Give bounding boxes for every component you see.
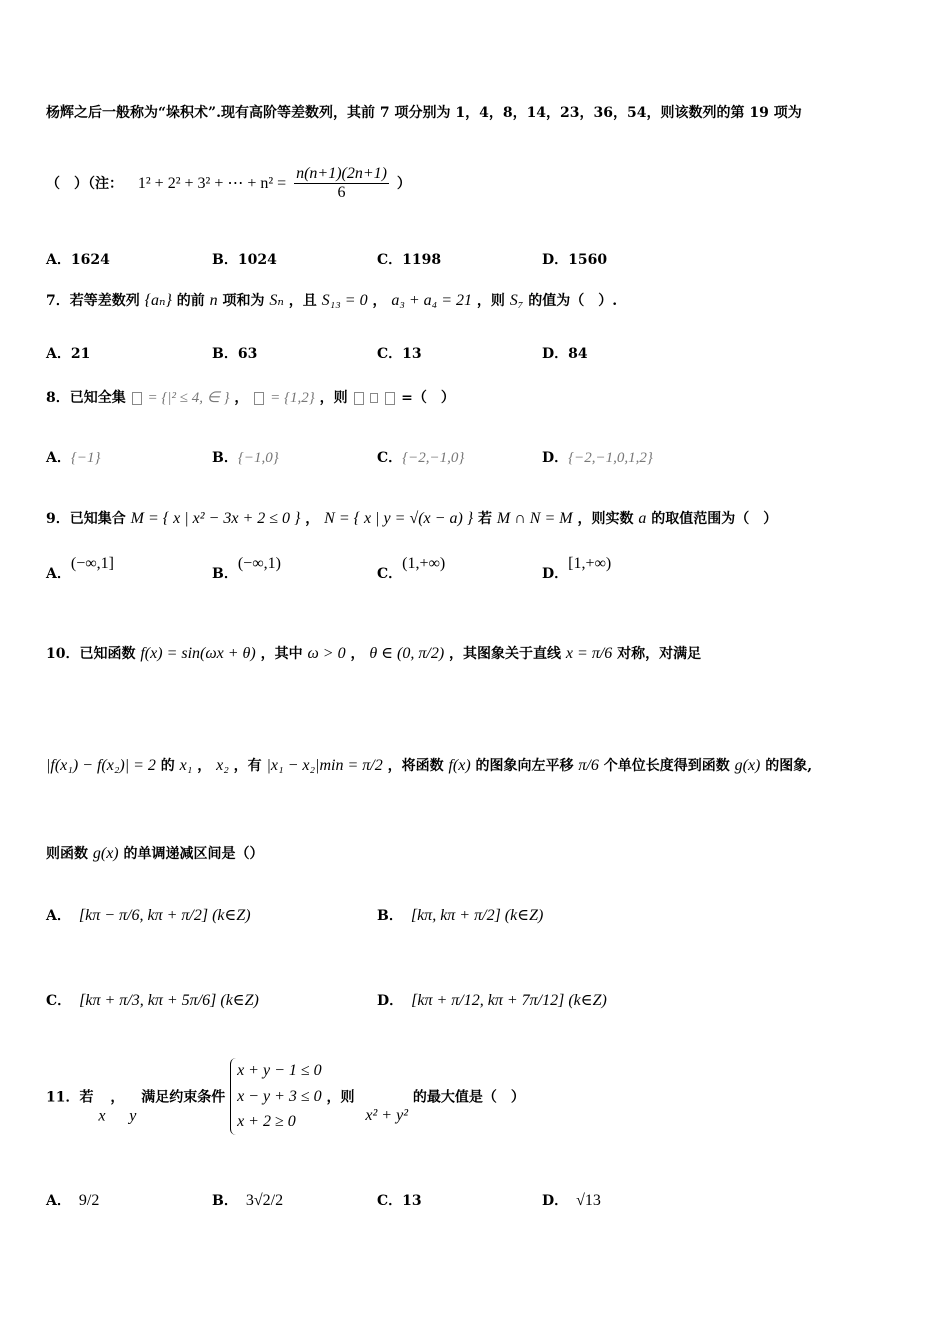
missing-glyph-icon [254, 392, 264, 405]
q7-seq: {aₙ} [144, 292, 172, 309]
q7-option-a[interactable]: A．21 [46, 346, 91, 362]
q10-option-c[interactable]: C． [kπ + π/3, kπ + 5π/6] (k∈Z) [46, 992, 259, 1009]
q11-y: y [129, 1107, 137, 1125]
q10-min: |x₁ − x₂|min = π/2 [266, 757, 383, 774]
q10-omega: ω > 0 [307, 645, 346, 662]
missing-glyph-icon [370, 393, 378, 403]
q10-option-a[interactable]: A． [kπ − π/6, kπ + π/2] (k∈Z) [46, 907, 251, 924]
q11-option-d[interactable]: D． √13 [542, 1192, 601, 1209]
q11-constraint-1: x + y − 1 ≤ 0 [237, 1062, 322, 1079]
q6-formula-den: 6 [337, 184, 346, 202]
q8-stem: 8．已知全集 = {|² ≤ 4, ∈ } ， = {1,2} ，则 =（ ） [46, 390, 455, 406]
q6-option-a[interactable]: A．1624 [46, 252, 110, 268]
q11-expr: x² + y² [365, 1107, 408, 1125]
q10-stem-line3: 则函数 g(x) 的单调递减区间是（） [46, 845, 264, 862]
q10-stem-line1: 10．已知函数 f(x) = sin(ωx + θ) ，其中 ω > 0 ， θ ∈ (0, π/2) ，其图象关于直线 x = π/6 对称，对满足 [46, 645, 702, 662]
q8-set-a: = {1,2} [270, 390, 315, 406]
q6-formula-num: n(n+1)(2n+1) [294, 165, 389, 184]
q11-x: x [98, 1107, 106, 1125]
q10-line: x = π/6 [565, 645, 613, 662]
q11-option-c[interactable]: C．13 [377, 1193, 422, 1209]
q6-formula-left: 1² + 2² + 3² + ⋯ + n² = [137, 174, 287, 192]
q11-option-b[interactable]: B． 3√2/2 [212, 1192, 284, 1209]
q7-s7: S₇ [509, 292, 524, 309]
q9-stem: 9．已知集合 M = { x | x² − 3x + 2 ≤ 0 } ， N = { x | y = √(x − a) } 若 M ∩ N = M ，则实数 a 的取值范围为（ ） [46, 510, 778, 527]
q10-f: f(x) = sin(ωx + θ) [140, 645, 256, 662]
q6-option-b[interactable]: B．1024 [212, 252, 277, 268]
q9-cond: M ∩ N = M [496, 510, 573, 527]
q9-option-d[interactable]: D．[1,+∞) [542, 555, 612, 582]
q7-option-c[interactable]: C．13 [377, 346, 422, 362]
q6-formula-frac [294, 165, 389, 203]
q7-stem: 7．若等差数列 {aₙ} 的前 n 项和为 Sₙ ，且 S₁₃ = 0 ， a₃ + a₄ = 21 ，则 S₇ 的值为（ ）. [46, 292, 618, 309]
missing-glyph-icon [354, 392, 364, 405]
q9-set-m: M = { x | x² − 3x + 2 ≤ 0 } [130, 510, 301, 527]
q9-a: a [638, 510, 647, 527]
q11-constraint-2: x − y + 3 ≤ 0 [237, 1087, 322, 1105]
q8-set-u: = {|² ≤ 4, ∈ } [147, 390, 230, 406]
missing-glyph-icon [132, 392, 142, 405]
q10-theta: θ ∈ (0, π/2) [369, 645, 445, 662]
q10-option-d[interactable]: D． [kπ + π/12, kπ + 7π/12] (k∈Z) [377, 992, 607, 1009]
q7-sn: Sₙ [269, 292, 284, 309]
q9-option-c[interactable]: C．(1,+∞) [377, 555, 446, 582]
q7-n: n [209, 292, 218, 309]
q10-stem-line2: |f(x₁) − f(x₂)| = 2 的 x₁ ， x₂ ，有 |x₁ − x₂|min = π/2 ，将函数 f(x) 的图象向左平移 π/6 个单位长度得到函数 g(x) 的图象, [46, 757, 813, 774]
q9-option-b[interactable]: B．(−∞,1) [212, 555, 281, 582]
q8-option-a[interactable]: A．{−1} [46, 450, 101, 466]
q6-line2 [46, 165, 411, 203]
q11-stem: 11．若 x ， y 满足约束条件 x + y − 1 ≤ 0 x − y + 3 ≤ 0 x + 2 ≥ 0 ，则 x² + y² 的最大值是（ ） [46, 1058, 525, 1135]
q10-cond: |f(x₁) − f(x₂)| = 2 [46, 757, 156, 774]
q10-option-b[interactable]: B． [kπ, kπ + π/2] (k∈Z) [377, 907, 544, 924]
q8-option-c[interactable]: C．{−2,−1,0} [377, 450, 465, 466]
q9-set-n: N = { x | y = √(x − a) } [324, 510, 474, 527]
q7-cond2: a₃ + a₄ = 21 [391, 292, 473, 309]
q11-constraint-3: x + 2 ≥ 0 [237, 1113, 296, 1131]
missing-glyph-icon [385, 392, 395, 405]
q8-option-d[interactable]: D．{−2,−1,0,1,2} [542, 450, 653, 466]
q6-close: ） [396, 175, 411, 192]
q7-cond1: S₁₃ = 0 [321, 292, 368, 309]
q6-line1: 杨辉之后一般称为“垛积术”.现有高阶等差数列，其前 7 项分别为 1，4，8，14，23，36，54，则该数列的第 19 项为 [46, 105, 802, 121]
q7-option-d[interactable]: D．84 [542, 346, 588, 362]
q11-option-a[interactable]: A． 9/2 [46, 1192, 100, 1209]
q11-constraints [230, 1058, 322, 1135]
q9-option-a[interactable]: A．(−∞,1] [46, 555, 114, 582]
q6-option-c[interactable]: C．1198 [377, 252, 442, 268]
q6-paren: （ ）（注： [46, 175, 123, 192]
q6-option-d[interactable]: D．1560 [542, 252, 608, 268]
q8-option-b[interactable]: B．{−1,0} [212, 450, 279, 466]
q7-option-b[interactable]: B．63 [212, 346, 258, 362]
